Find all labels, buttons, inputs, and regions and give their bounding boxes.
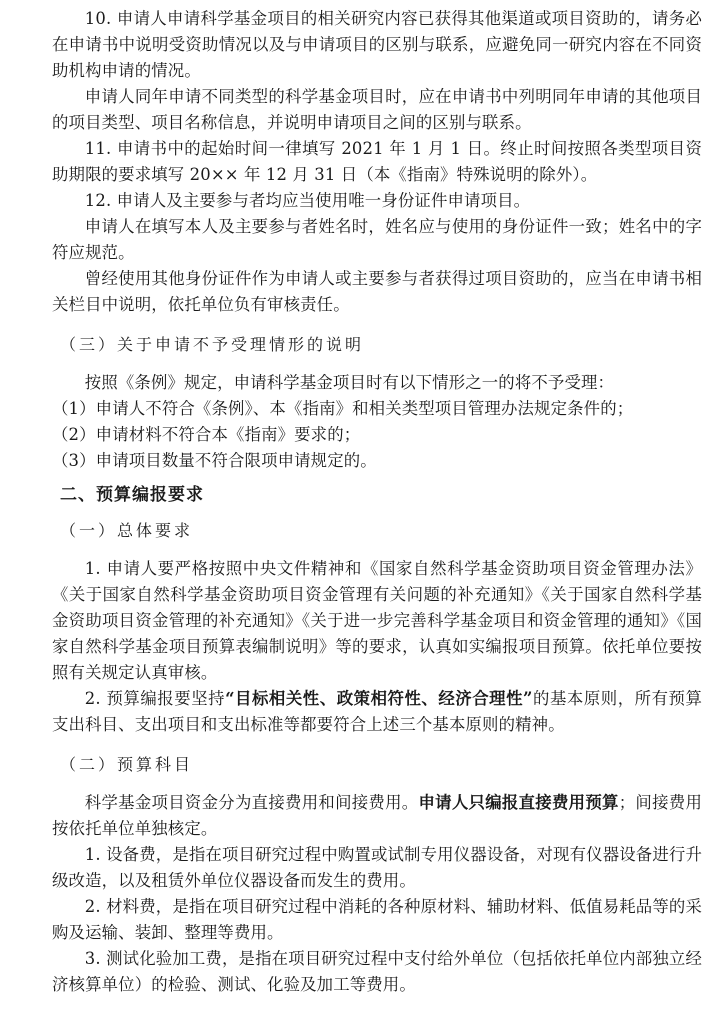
paragraph-item-11: 11. 申请书中的起始时间一律填写 2021 年 1 月 1 日。终止时间按照各类型项目资助期限的要求填写 20×× 年 12 月 31 日（本《指南》特殊说明的除外）。 bbox=[52, 139, 702, 184]
paragraph-item-12: 12. 申请人及主要参与者均应当使用唯一身份证件申请项目。 bbox=[84, 191, 531, 210]
general-requirement-2-pre: 2. 预算编报要坚持 bbox=[84, 689, 226, 708]
rejection-item-1: （1）申请人不符合《条例》、本《指南》和相关类型项目管理办法规定条件的； bbox=[52, 399, 634, 418]
budget-intro bbox=[52, 790, 702, 842]
document-page bbox=[52, 6, 702, 998]
paragraph-item-12-name: 申请人在填写本人及主要参与者姓名时，姓名应与使用的身份证件一致；姓名中的字符应规范。 bbox=[52, 217, 702, 262]
general-requirement-2 bbox=[52, 686, 702, 738]
budget-item-materials: 2. 材料费，是指在项目研究过程中消耗的各种原材料、辅助材料、低值易耗品等的采购及运输、装卸、整理等费用。 bbox=[52, 897, 702, 942]
rejection-item-3: （3）申请项目数量不符合限项申请规定的。 bbox=[52, 451, 377, 470]
subsection-heading-budget-items: （二）预算科目 bbox=[60, 755, 194, 774]
budget-item-equipment: 1. 设备费，是指在项目研究过程中购置或试制专用仪器设备，对现有仪器设备进行升级改造，以及租赁外单位仪器设备而发生的费用。 bbox=[52, 845, 702, 890]
paragraph-item-12-id: 曾经使用其他身份证件作为申请人或主要参与者获得过项目资助的，应当在申请书相关栏目中说明，依托单位负有审核责任。 bbox=[52, 269, 702, 314]
budget-intro-pre: 科学基金项目资金分为直接费用和间接费用。 bbox=[84, 793, 419, 812]
paragraph-item-10: 10. 申请人申请科学基金项目的相关研究内容已获得其他渠道或项目资助的，请务必在申请书中说明受资助情况以及与申请项目的区别与联系，应避免同一研究内容在不同资助机构申请的情况。 bbox=[52, 9, 702, 80]
subsection-heading-rejection: （三）关于申请不予受理情形的说明 bbox=[60, 335, 365, 354]
rejection-item-2: （2）申请材料不符合本《指南》要求的； bbox=[52, 425, 361, 444]
general-requirement-1: 1. 申请人要严格按照中央文件精神和《国家自然科学基金资助项目资金管理办法》《关于国家自然科学基金资助项目资金管理有关问题的补充通知》《关于国家自然科学基金资助项目资金管理的补充通知》《关于进一步完善科学基金项目和资金管理的通知》《国家自然科学基金项目预算表编制说明》等的要求，认真如实编报项目预算。依托单位要按照有关规定认真审核。 bbox=[52, 559, 702, 682]
general-requirement-2-post: 的基本原则，所有预算支出科目、支出项目和支出标准等都要符合上述三个基本原则的精神。 bbox=[52, 689, 702, 734]
section-heading-budget: 二、预算编报要求 bbox=[60, 485, 204, 505]
subsection-heading-general: （一）总体要求 bbox=[60, 521, 194, 540]
direct-cost-emphasis: 申请人只编报直接费用预算 bbox=[418, 793, 619, 812]
rejection-intro: 按照《条例》规定，申请科学基金项目时有以下情形之一的将不予受理： bbox=[84, 373, 615, 392]
paragraph-item-10-note: 申请人同年申请不同类型的科学基金项目时，应在申请书中列明同年申请的其他项目的项目类型、项目名称信息，并说明申请项目之间的区别与联系。 bbox=[52, 87, 702, 132]
budget-item-testing: 3. 测试化验加工费，是指在项目研究过程中支付给外单位（包括依托单位内部独立经济核算单位）的检验、测试、化验及加工等费用。 bbox=[52, 949, 702, 994]
budget-intro-post: ；间接费用按依托单位单独核定。 bbox=[52, 793, 702, 838]
principle-emphasis: “目标相关性、政策相符性、经济合理性” bbox=[225, 689, 533, 708]
